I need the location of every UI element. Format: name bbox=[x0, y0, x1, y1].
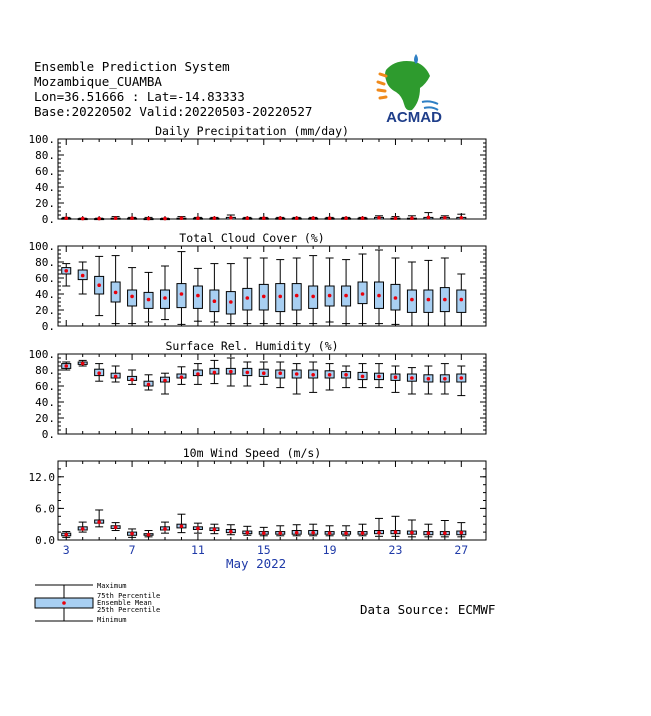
panel-title: Surface Rel. Humidity (%) bbox=[165, 339, 339, 353]
mean-marker bbox=[180, 292, 184, 296]
mean-marker bbox=[295, 294, 299, 298]
legend-mean: Ensemble Mean bbox=[97, 599, 152, 607]
header-coordinates: Lon=36.51666 : Lat=-14.83333 bbox=[34, 89, 245, 104]
mean-marker bbox=[344, 216, 348, 220]
y-tick-label: 100. bbox=[28, 348, 55, 361]
mean-marker bbox=[147, 298, 151, 302]
mean-marker bbox=[427, 531, 431, 535]
mean-marker bbox=[163, 217, 167, 221]
mean-marker bbox=[246, 531, 250, 535]
mean-marker bbox=[443, 377, 447, 381]
mean-marker bbox=[460, 531, 464, 535]
mean-marker bbox=[377, 375, 381, 379]
mean-marker bbox=[64, 269, 68, 273]
mean-marker bbox=[163, 527, 167, 531]
panel-frame bbox=[58, 246, 486, 326]
mean-marker bbox=[180, 216, 184, 220]
data-source: Data Source: ECMWF bbox=[360, 602, 496, 617]
mean-marker bbox=[410, 531, 414, 535]
mean-marker bbox=[295, 531, 299, 535]
mean-marker bbox=[443, 216, 447, 220]
x-tick-label: 19 bbox=[322, 543, 337, 557]
y-tick-label: 80. bbox=[35, 149, 55, 162]
mean-marker bbox=[196, 372, 200, 376]
mean-marker bbox=[114, 526, 118, 530]
mean-marker bbox=[97, 283, 101, 287]
mean-marker bbox=[130, 216, 134, 220]
mean-marker bbox=[97, 217, 101, 221]
mean-marker bbox=[278, 531, 282, 535]
mean-marker bbox=[410, 216, 414, 220]
mean-marker bbox=[114, 291, 118, 295]
mean-marker bbox=[81, 274, 85, 278]
y-tick-label: 100. bbox=[28, 240, 55, 253]
mean-marker bbox=[114, 375, 118, 379]
legend-p75: 75th Percentile bbox=[97, 592, 161, 600]
legend-maximum: Maximum bbox=[97, 582, 127, 590]
x-tick-label: 15 bbox=[256, 543, 271, 557]
y-tick-label: 40. bbox=[35, 288, 55, 301]
mean-marker bbox=[278, 371, 282, 375]
y-tick-label: 60. bbox=[35, 380, 55, 393]
mean-marker bbox=[246, 371, 250, 375]
y-tick-label: 60. bbox=[35, 165, 55, 178]
mean-marker bbox=[196, 527, 200, 531]
y-tick-label: 40. bbox=[35, 181, 55, 194]
mean-marker bbox=[328, 531, 332, 535]
mean-marker bbox=[361, 292, 365, 296]
mean-marker bbox=[377, 294, 381, 298]
mean-marker bbox=[328, 216, 332, 220]
mean-marker bbox=[427, 377, 431, 381]
mean-marker bbox=[328, 373, 332, 377]
mean-marker bbox=[427, 216, 431, 220]
x-tick-label: 23 bbox=[388, 543, 403, 557]
mean-marker bbox=[460, 298, 464, 302]
mean-marker bbox=[229, 216, 233, 220]
mean-marker bbox=[64, 364, 68, 368]
mean-marker bbox=[262, 216, 266, 220]
mean-marker bbox=[213, 371, 217, 375]
mean-marker bbox=[130, 295, 134, 299]
mean-marker bbox=[147, 217, 151, 221]
y-tick-label: 0.0 bbox=[35, 534, 55, 547]
mean-marker bbox=[163, 379, 167, 383]
mean-marker bbox=[295, 216, 299, 220]
mean-marker bbox=[64, 216, 68, 220]
mean-marker bbox=[180, 525, 184, 529]
mean-marker bbox=[344, 531, 348, 535]
y-tick-label: 40. bbox=[35, 396, 55, 409]
mean-marker bbox=[311, 295, 315, 299]
mean-marker bbox=[97, 520, 101, 524]
y-tick-label: 80. bbox=[35, 364, 55, 377]
mean-marker bbox=[64, 533, 68, 537]
mean-marker bbox=[443, 531, 447, 535]
logo-text: ACMAD bbox=[386, 109, 442, 126]
mean-marker bbox=[344, 373, 348, 377]
mean-marker bbox=[229, 300, 233, 304]
mean-marker bbox=[81, 527, 85, 531]
y-tick-label: 0. bbox=[41, 428, 55, 441]
panel-title: Daily Precipitation (mm/day) bbox=[155, 124, 349, 138]
panel-frame bbox=[58, 354, 486, 434]
mean-marker bbox=[361, 216, 365, 220]
y-tick-label: 80. bbox=[35, 256, 55, 269]
y-tick-label: 0. bbox=[41, 320, 55, 333]
mean-marker bbox=[262, 371, 266, 375]
mean-marker bbox=[262, 295, 266, 299]
mean-marker bbox=[295, 372, 299, 376]
mean-marker bbox=[394, 296, 398, 300]
header-system: Ensemble Prediction System bbox=[34, 59, 230, 74]
x-tick-label: 11 bbox=[190, 543, 205, 557]
mean-marker bbox=[97, 371, 101, 375]
mean-marker bbox=[229, 370, 233, 374]
mean-marker bbox=[344, 294, 348, 298]
mean-marker bbox=[278, 295, 282, 299]
mean-marker bbox=[278, 216, 282, 220]
header-dates: Base:20220502 Valid:20220503-20220527 bbox=[34, 104, 313, 119]
mean-marker bbox=[196, 216, 200, 220]
mean-marker bbox=[394, 216, 398, 220]
mean-marker bbox=[460, 216, 464, 220]
mean-marker bbox=[130, 378, 134, 382]
mean-marker bbox=[328, 294, 332, 298]
y-tick-label: 20. bbox=[35, 304, 55, 317]
mean-marker bbox=[246, 296, 250, 300]
mean-marker bbox=[311, 373, 315, 377]
mean-marker bbox=[229, 530, 233, 534]
mean-marker bbox=[443, 298, 447, 302]
mean-marker bbox=[410, 376, 414, 380]
mean-marker bbox=[377, 216, 381, 220]
mean-marker bbox=[213, 216, 217, 220]
mean-marker bbox=[147, 533, 151, 537]
panel-frame bbox=[58, 139, 486, 219]
mean-marker bbox=[81, 217, 85, 221]
mean-marker bbox=[394, 375, 398, 379]
y-tick-label: 100. bbox=[28, 133, 55, 146]
mean-marker bbox=[213, 528, 217, 532]
x-tick-label: 7 bbox=[128, 543, 136, 557]
mean-marker bbox=[361, 531, 365, 535]
mean-marker bbox=[410, 298, 414, 302]
panel-title: Total Cloud Cover (%) bbox=[179, 231, 325, 245]
mean-marker bbox=[147, 383, 151, 387]
mean-marker bbox=[81, 362, 85, 366]
panel-frame bbox=[58, 461, 486, 540]
legend-minimum: Minimum bbox=[97, 616, 127, 624]
x-tick-label: 27 bbox=[454, 543, 469, 557]
mean-marker bbox=[196, 294, 200, 298]
mean-marker bbox=[130, 532, 134, 536]
mean-marker bbox=[246, 216, 250, 220]
y-tick-label: 60. bbox=[35, 272, 55, 285]
panel-title: 10m Wind Speed (m/s) bbox=[182, 446, 322, 460]
mean-marker bbox=[311, 531, 315, 535]
legend-mean-marker bbox=[62, 601, 66, 605]
mean-marker bbox=[377, 531, 381, 535]
mean-marker bbox=[114, 216, 118, 220]
mean-marker bbox=[180, 375, 184, 379]
mean-marker bbox=[427, 298, 431, 302]
mean-marker bbox=[163, 296, 167, 300]
mean-marker bbox=[213, 299, 217, 303]
y-tick-label: 20. bbox=[35, 197, 55, 210]
y-tick-label: 0. bbox=[41, 213, 55, 226]
mean-marker bbox=[361, 375, 365, 379]
x-axis-month-label: May 2022 bbox=[226, 556, 287, 571]
y-tick-label: 20. bbox=[35, 412, 55, 425]
mean-marker bbox=[394, 530, 398, 534]
y-tick-label: 12.0 bbox=[28, 470, 55, 484]
legend-p25: 25th Percentile bbox=[97, 606, 161, 614]
x-tick-label: 3 bbox=[62, 543, 70, 557]
mean-marker bbox=[262, 531, 266, 535]
header-location: Mozambique_CUAMBA bbox=[34, 74, 162, 89]
y-tick-label: 6.0 bbox=[35, 502, 55, 516]
mean-marker bbox=[311, 216, 315, 220]
mean-marker bbox=[460, 376, 464, 380]
